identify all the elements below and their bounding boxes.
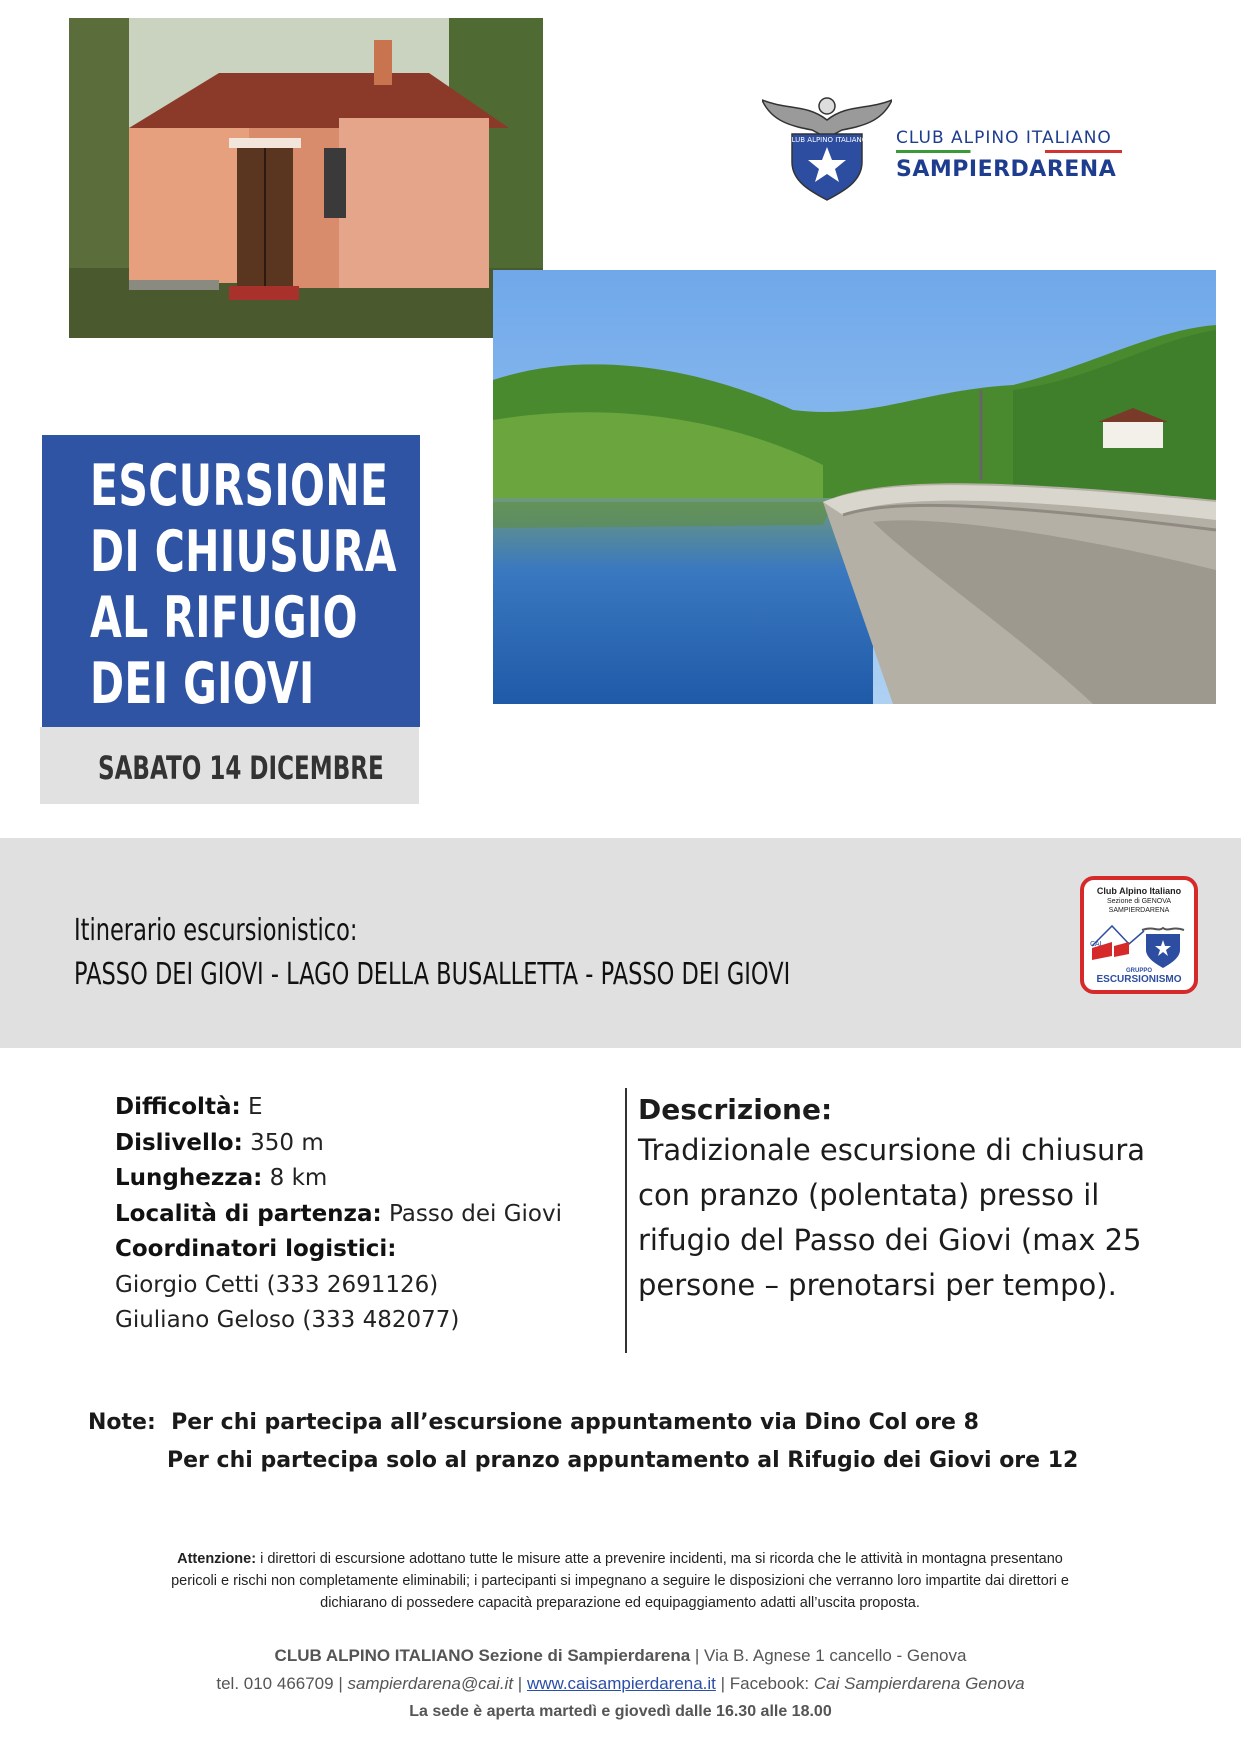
itinerary-label: Itinerario escursionistico: — [74, 913, 358, 948]
start-row — [115, 1197, 615, 1233]
logo-tricolor-rule — [896, 150, 1122, 153]
description-heading: Descrizione: — [638, 1093, 833, 1126]
description-line-1: Tradizionale escursione di chiusura — [638, 1133, 1146, 1167]
attention-line-1 — [70, 1548, 1170, 1570]
coordinator-2: Giuliano Geloso (333 482077) — [115, 1307, 460, 1333]
logo-line-sampierdarena: SAMPIERDARENA — [896, 157, 1117, 182]
footer-separator: | — [513, 1674, 527, 1693]
length-value: 8 km — [262, 1165, 328, 1191]
start-value: Passo dei Giovi — [381, 1200, 562, 1227]
column-divider — [625, 1088, 627, 1353]
mountain-flag-icon — [1084, 916, 1194, 976]
elevation-value: 350 m — [242, 1129, 324, 1156]
footer-org: CLUB ALPINO ITALIANO Sezione di Sampierdarena — [274, 1646, 691, 1665]
cai-sampierdarena-logo — [762, 92, 1122, 202]
description-text — [638, 1128, 1198, 1308]
notes — [88, 1404, 1078, 1480]
footer-facebook-link[interactable]: Cai Sampierdarena Genova — [813, 1674, 1025, 1693]
coordinators-label: Coordinatori logistici: — [115, 1236, 397, 1262]
difficulty-value: E — [240, 1094, 263, 1120]
footer-address: | Via B. Agnese 1 cancello - Genova — [690, 1646, 967, 1665]
footer-opening-hours: La sede è aperta martedì e giovedì dalle 16.30 alle 18.00 — [409, 1703, 832, 1720]
notes-text-1: Per chi partecipa all’escursione appuntamento via Dino Col ore 8 — [171, 1410, 979, 1435]
description-line-2: con pranzo (polentata) presso il — [638, 1178, 1100, 1212]
footer-tel: tel. 010 466709 | — [216, 1674, 348, 1693]
coordinators-row — [115, 1232, 615, 1268]
difficulty-row — [115, 1090, 615, 1126]
description-line-4: persone – prenotarsi per tempo). — [638, 1268, 1117, 1302]
notes-line-2: Per chi partecipa solo al pranzo appuntamento al Rifugio dei Giovi ore 12 — [167, 1448, 1079, 1473]
lake-photo — [493, 270, 1216, 704]
footer-email-link[interactable]: sampierdarena@cai.it — [347, 1674, 514, 1693]
notes-label: Note: — [88, 1410, 156, 1435]
trip-details — [115, 1090, 615, 1339]
gruppo-escursionismo-badge — [1080, 876, 1198, 994]
title-line-4: DEI GIOVI — [90, 651, 315, 717]
event-date-block — [40, 727, 419, 804]
elevation-label: Dislivello: — [115, 1129, 243, 1156]
attention-line-2: pericoli e rischi non completamente eliminabili; i partecipanti si impegnano a seguire le disposizioni che verranno loro impartite dai direttori e — [171, 1573, 1069, 1589]
elevation-row — [115, 1126, 615, 1162]
coordinator-1: Giorgio Cetti (333 2691126) — [115, 1271, 439, 1298]
description — [638, 1093, 1198, 1308]
badge-line-3: SAMPIERDARENA — [1108, 907, 1170, 914]
attention-label: Attenzione: — [177, 1551, 257, 1567]
badge-line-2: Sezione di GENOVA — [1106, 898, 1172, 905]
length-row — [115, 1161, 615, 1197]
event-title — [90, 453, 397, 717]
notes-line-1 — [88, 1404, 1078, 1442]
badge-line-4: GRUPPO — [1125, 968, 1152, 974]
difficulty-label: Difficoltà: — [115, 1094, 241, 1120]
badge-line-5: ESCURSIONISMO — [1096, 974, 1182, 985]
badge-line-1: Club Alpino Italiano — [1096, 886, 1182, 896]
footer-line-2 — [0, 1670, 1241, 1698]
lake-illustration — [493, 270, 1216, 704]
attention-line-3: dichiarano di possedere capacità preparazione ed equipaggiamento adatti all’uscita proposta. — [320, 1595, 920, 1611]
length-label: Lunghezza: — [115, 1165, 263, 1191]
footer — [0, 1642, 1241, 1726]
footer-facebook-label: | Facebook: — [715, 1674, 814, 1693]
attention-text-1: i direttori di escursione adottano tutte le misure atte a prevenire incidenti, ma si ricorda che le attività in montagna presentano — [256, 1551, 1063, 1567]
eagle-emblem-icon — [762, 92, 892, 202]
title-line-1: ESCURSIONE — [90, 453, 389, 519]
event-date: SABATO 14 DICEMBRE — [98, 749, 384, 787]
title-line-2: DI CHIUSURA — [90, 519, 397, 585]
attention-disclaimer — [70, 1548, 1170, 1614]
itinerary-route: PASSO DEI GIOVI - LAGO DELLA BUSALLETTA - PASSO DEI GIOVI — [74, 957, 791, 992]
emblem-text: CLUB ALPINO ITALIANO — [786, 136, 868, 144]
start-label: Località di partenza: — [115, 1200, 382, 1227]
badge-cai-text: CAI — [1090, 940, 1102, 948]
rifugio-photo — [69, 18, 543, 338]
rifugio-illustration — [69, 18, 543, 338]
footer-line-1 — [0, 1642, 1241, 1670]
footer-website-link[interactable]: www.caisampierdarena.it — [526, 1674, 716, 1693]
logo-line-club: CLUB ALPINO ITALIANO — [896, 128, 1112, 148]
description-line-3: rifugio del Passo dei Giovi (max 25 — [638, 1223, 1142, 1257]
itinerary-band — [0, 838, 1241, 1048]
event-title-block — [42, 435, 420, 727]
title-line-3: AL RIFUGIO — [90, 585, 358, 651]
